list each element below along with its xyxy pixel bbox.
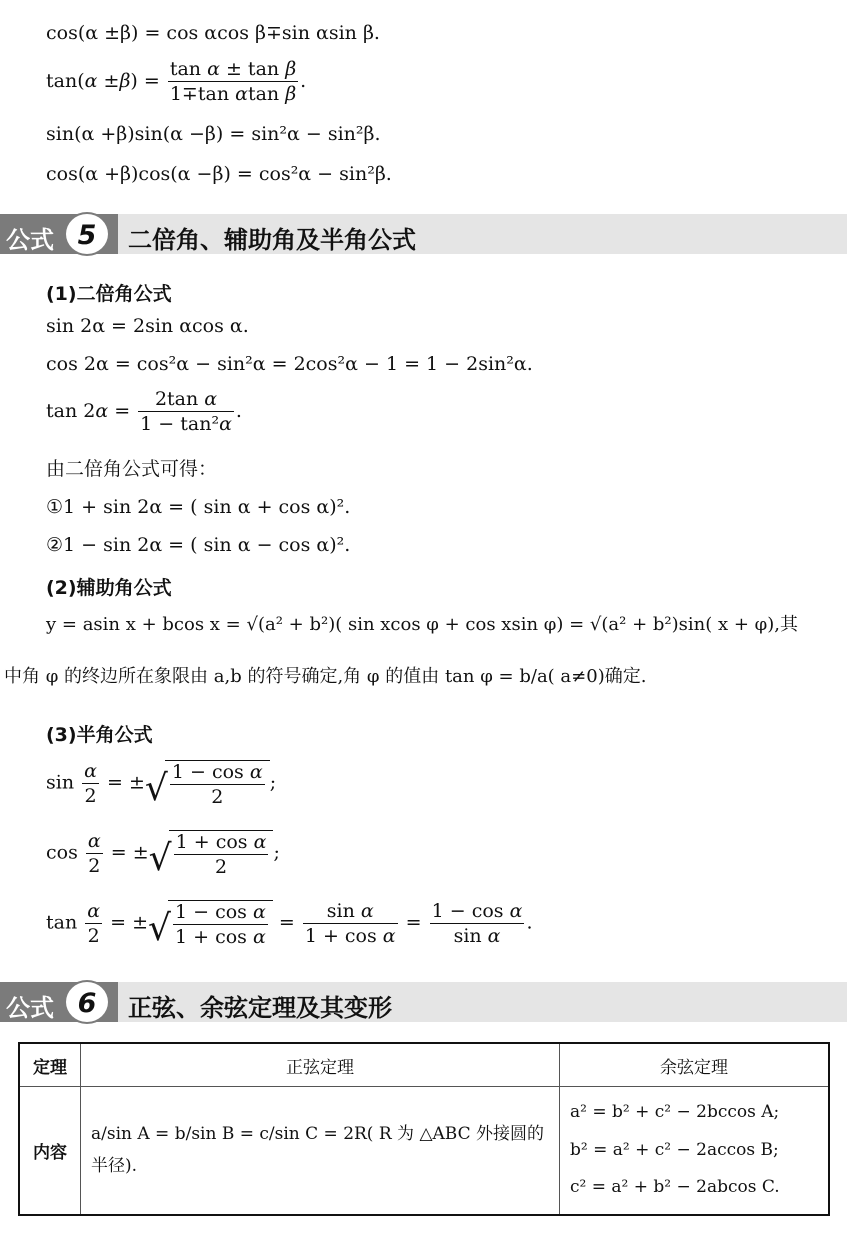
formula-tan-sum: tan(α ±β) = $\frac{\text{tan α ± tan β}}{\text{1∓tan αtan β}}$ . (46, 58, 307, 105)
aux-formula-line1: y = asin x + bcos x = √(a² + b²)( sin xcos φ + cos xsin φ) = √(a² + b²)sin( x + φ),其 (46, 614, 798, 635)
half-angle-subtitle: (3)半角公式 (46, 724, 153, 746)
section-5-title: 二倍角、辅助角及半角公式 (128, 226, 416, 254)
table-row (19, 1087, 829, 1215)
aux-angle-subtitle: (2)辅助角公式 (46, 577, 172, 599)
formula-tan-half: tan $\frac{\alpha}{2}$ = ± √ $\frac{\text{1 − cos α}}{\text{1 + cos α}}$ = $\frac{\text{sin α}}{\text{1 + cos α}}$ = $\frac{\text{1 − cos α}}{\text{sin α}}$ . (46, 899, 533, 949)
section-6-number: 6 (64, 980, 110, 1024)
derived-formula-2: ②1 − sin 2α = ( sin α − cos α)². (46, 534, 351, 556)
section-6-tag: 公式 6 (0, 982, 118, 1022)
cosine-law-cell (560, 1087, 830, 1215)
table-header-row (19, 1043, 829, 1087)
header-sine: 正弦定理 (81, 1043, 560, 1087)
sine-law-cell: a/sin A = b/sin B = c/sin C = 2R( R 为 △ABC 外接圆的半径). (81, 1087, 560, 1215)
formula-cos-2a: cos 2α = cos²α − sin²α = 2cos²α − 1 = 1 − 2sin²α. (46, 353, 533, 375)
section-5-number: 5 (64, 212, 110, 256)
section-5-header (0, 214, 847, 254)
double-angle-subtitle: (1)二倍角公式 (46, 283, 172, 305)
cosine-law-c: c² = a² + b² − 2abcos C. (570, 1176, 780, 1197)
derived-label: 由二倍角公式可得： (46, 458, 218, 480)
header-theorem: 定理 (19, 1043, 81, 1087)
header-cosine: 余弦定理 (560, 1043, 830, 1087)
cosine-law-a: a² = b² + c² − 2bccos A; (570, 1102, 780, 1123)
cosine-law-b: b² = a² + c² − 2accos B; (570, 1139, 779, 1160)
formula-sin-2a: sin 2α = 2sin αcos α. (46, 315, 249, 337)
formula-sin-product: sin(α +β)sin(α −β) = sin²α − sin²β. (46, 123, 381, 145)
derived-formula-1: ①1 + sin 2α = ( sin α + cos α)². (46, 496, 351, 518)
formula-cos-half: cos $\frac{\alpha}{2}$ = ± √ $\frac{\text{1 + cos α}}{2}$ ; (46, 829, 280, 879)
formula-tan-2a: tan 2α = $\frac{\text{2tan α}}{\text{1 − tan²α}}$ . (46, 388, 242, 435)
row-label: 内容 (19, 1087, 81, 1215)
section-6-header (0, 982, 847, 1022)
formula-cos-sum: cos(α ±β) = cos αcos β∓sin αsin β. (46, 22, 380, 44)
aux-formula-line2: 中角 φ 的终边所在象限由 a,b 的符号确定,角 φ 的值由 tan φ = b/a( a≠0)确定. (4, 666, 647, 687)
formula-cos-product: cos(α +β)cos(α −β) = cos²α − sin²β. (46, 163, 392, 185)
section-5-tag: 公式 5 (0, 214, 118, 254)
formula-sin-half: sin $\frac{\alpha}{2}$ = ± √ $\frac{\text{1 − cos α}}{2}$ ; (46, 759, 277, 809)
section-6-title: 正弦、余弦定理及其变形 (128, 994, 392, 1022)
theorem-table (18, 1042, 830, 1216)
